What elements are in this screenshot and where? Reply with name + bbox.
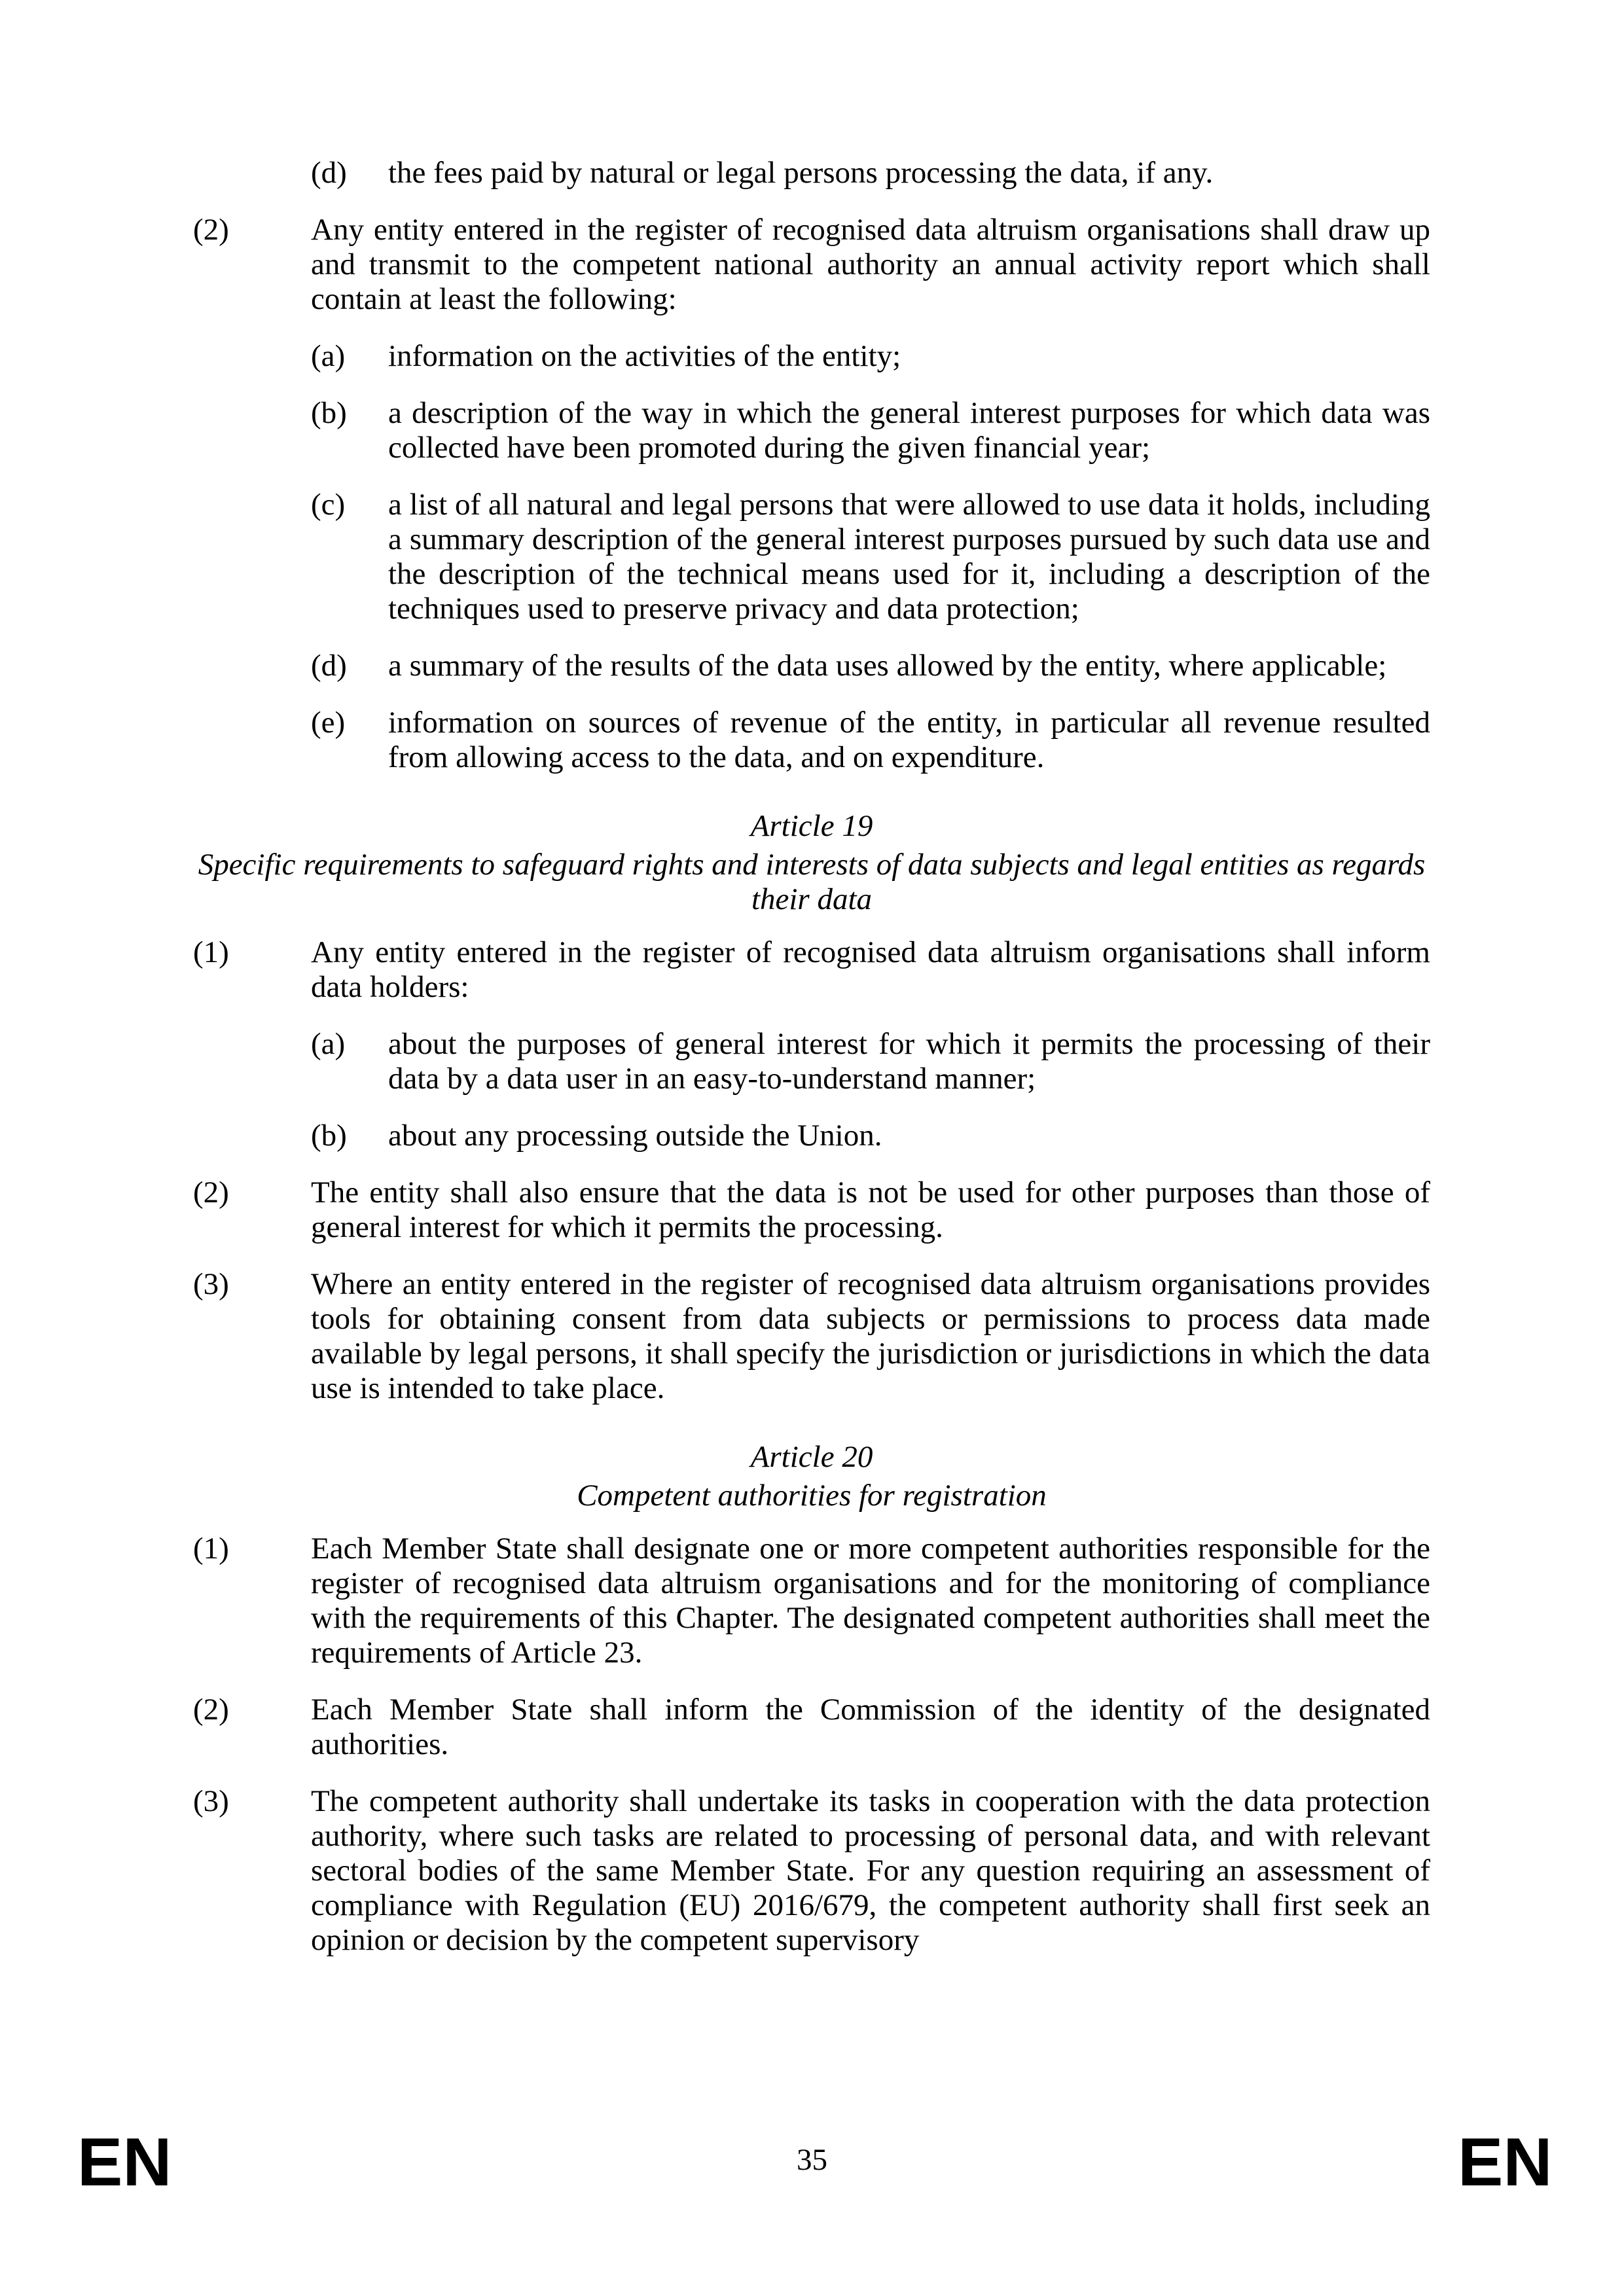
numbered-paragraph — [193, 213, 1430, 317]
page-number: 35 — [797, 2143, 827, 2177]
item-text: Where an entity entered in the register of recognised data altruism organisations provides tools for obtaining consent from data subjects or permissions to process data made available by legal persons, it shall specify the jurisdiction or jurisdictions in which the data use is intended to take place. — [311, 1267, 1430, 1405]
item-label: (1) — [193, 1532, 229, 1566]
item-text: Each Member State shall designate one or more competent authorities responsible for the register of recognised data altruism organisations and for the monitoring of compliance with the requirements of this Chapter. The designated competent authorities shall meet the requirements of Article 23. — [311, 1532, 1430, 1670]
item-text: the fees paid by natural or legal persons processing the data, if any. — [388, 156, 1214, 190]
item-text: a summary of the results of the data uses allowed by the entity, where applicable; — [388, 649, 1387, 683]
numbered-paragraph — [193, 935, 1430, 1005]
numbered-paragraph — [193, 1784, 1430, 1958]
list-item — [311, 1027, 1430, 1096]
article-title: Competent authorities for registration — [577, 1479, 1047, 1513]
item-label: (2) — [193, 213, 229, 247]
item-label: (d) — [311, 156, 347, 190]
item-text: information on sources of revenue of the entity, in particular all revenue resulted from allowing access to the data, and on expenditure. — [388, 706, 1430, 774]
document-body — [193, 156, 1430, 1980]
item-label: (3) — [193, 1267, 229, 1301]
item-label: (d) — [311, 649, 347, 683]
list-item — [311, 339, 1430, 374]
item-label: (a) — [311, 1027, 346, 1061]
language-code-right: EN — [1458, 2125, 1553, 2200]
item-text: a list of all natural and legal persons that were allowed to use data it holds, including a summary description of the general interest purposes pursued by such data use and the description of the technical means used for it, including a description of the techniques used to preserve privacy and data protection; — [388, 488, 1430, 626]
numbered-paragraph — [193, 1267, 1430, 1406]
item-text: about any processing outside the Union. — [388, 1119, 882, 1153]
article-heading: Article 19 — [750, 809, 873, 843]
item-label: (b) — [311, 1119, 347, 1153]
list-item — [311, 488, 1430, 626]
list-item — [311, 1119, 1430, 1153]
item-text: Each Member State shall inform the Commission of the identity of the designated authorities. — [311, 1693, 1430, 1761]
item-text: Any entity entered in the register of recognised data altruism organisations shall inform data holders: — [311, 935, 1430, 1004]
item-label: (e) — [311, 706, 346, 740]
article-title: Specific requirements to safeguard rights and interests of data subjects and legal entities as regards their data — [198, 848, 1426, 916]
list-item — [311, 706, 1430, 775]
numbered-paragraph — [193, 1532, 1430, 1670]
item-label: (2) — [193, 1693, 229, 1727]
list-item — [311, 156, 1430, 190]
item-text: information on the activities of the entity; — [388, 339, 901, 373]
item-label: (2) — [193, 1175, 229, 1210]
item-label: (1) — [193, 935, 229, 969]
item-text: a description of the way in which the general interest purposes for which data was collected have been promoted during the given financial year; — [388, 396, 1430, 465]
article-heading: Article 20 — [750, 1440, 873, 1474]
item-text: Any entity entered in the register of recognised data altruism organisations shall draw up and transmit to the competent national authority an annual activity report which shall contain at least the following: — [311, 213, 1430, 316]
numbered-paragraph — [193, 1175, 1430, 1245]
item-text: about the purposes of general interest for which it permits the processing of their data by a data user in an easy-to-understand manner; — [388, 1027, 1430, 1096]
item-text: The entity shall also ensure that the data is not be used for other purposes than those of general interest for which it permits the processing. — [311, 1175, 1430, 1244]
list-item — [311, 649, 1430, 683]
item-label: (3) — [193, 1784, 229, 1818]
list-item — [311, 396, 1430, 465]
item-label: (c) — [311, 488, 346, 522]
language-code-left: EN — [77, 2125, 172, 2200]
numbered-paragraph — [193, 1693, 1430, 1762]
item-label: (b) — [311, 396, 347, 430]
item-text: The competent authority shall undertake its tasks in cooperation with the data protection authority, where such tasks are related to processing of personal data, and with relevant sectoral bodies of the same Member State. For any question requiring an assessment of compliance with Regulation (EU) 2016/679, the competent authority shall first seek an opinion or decision by the competent supervisory — [311, 1784, 1430, 1957]
item-label: (a) — [311, 339, 346, 373]
